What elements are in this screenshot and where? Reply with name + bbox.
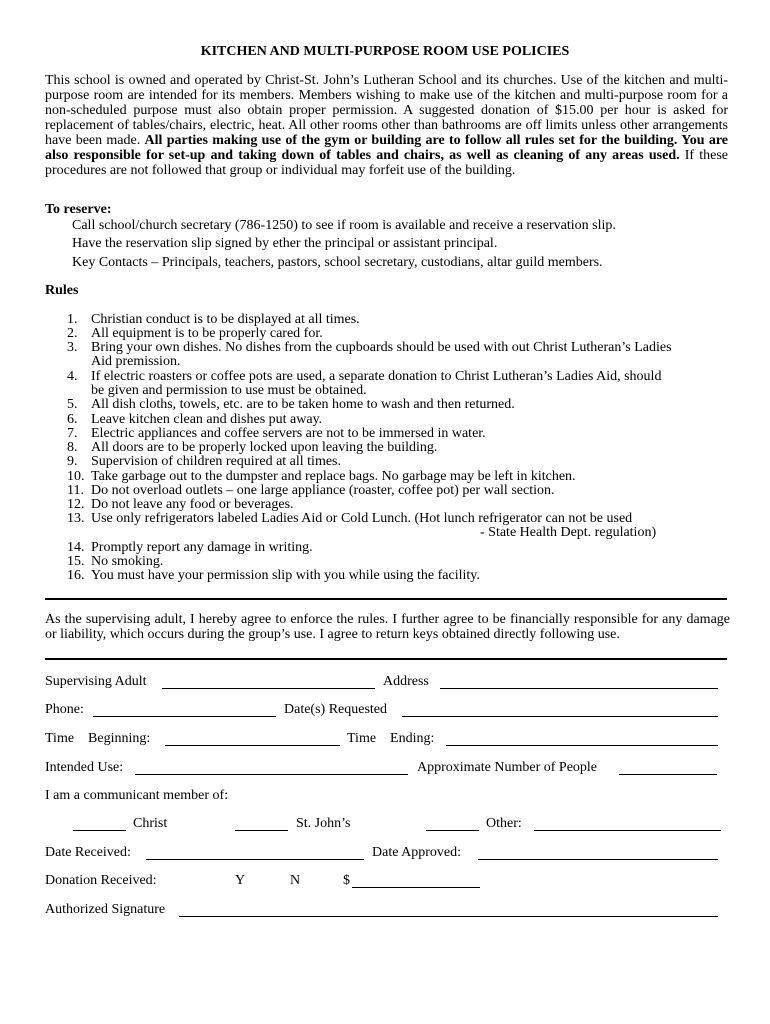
other-checkline[interactable] (426, 830, 479, 831)
rule-item (67, 512, 747, 526)
address-label: Address (383, 674, 429, 689)
rule-item (67, 498, 747, 512)
reserve-heading: To reserve: (45, 202, 112, 217)
rule-text: Leave kitchen clean and dishes put away. (91, 412, 323, 427)
divider (45, 598, 727, 600)
rule-item (67, 427, 747, 441)
dates-requested-field[interactable] (402, 716, 718, 717)
rule-number: 10. (67, 469, 85, 484)
date-approved-label: Date Approved: (372, 845, 462, 860)
rule-text: All doors are to be properly locked upon leaving the building. (91, 440, 438, 455)
dollar-sign: $ (343, 873, 350, 888)
rule-text: All dish cloths, towels, etc. are to be taken home to wash and then returned. (91, 397, 515, 412)
rule-text: Promptly report any damage in writing. (91, 540, 313, 555)
rule-number: 6. (67, 412, 78, 427)
rules-heading: Rules (45, 283, 79, 298)
divider (45, 658, 727, 660)
donation-yes[interactable]: Y (235, 873, 246, 888)
donation-received-label: Donation Received: (45, 873, 157, 888)
rule-item (67, 541, 747, 555)
rule-text: Bring your own dishes. No dishes from the cupboards should be used with out Christ Lutheran’s Ladies (91, 340, 672, 355)
date-approved-field[interactable] (478, 859, 718, 860)
rule-number: 3. (67, 340, 78, 355)
rule-number: 14. (67, 540, 85, 555)
reserve-line: Call school/church secretary (786-1250) to see if room is available and receive a reservation slip. (72, 218, 616, 233)
intro-paragraph (45, 73, 728, 178)
reserve-line: Key Contacts – Principals, teachers, pastors, school secretary, custodians, altar guild members. (72, 255, 603, 270)
address-field[interactable] (440, 688, 718, 689)
rule-text: Christian conduct is to be displayed at all times. (91, 312, 360, 327)
rule-text: If electric roasters or coffee pots are used, a separate donation to Christ Lutheran’s Ladies Aid, should (91, 369, 662, 384)
rule-item (67, 441, 747, 455)
phone-field[interactable] (93, 716, 276, 717)
rule-item (67, 413, 747, 427)
supervising-adult-field[interactable] (162, 688, 375, 689)
time-ending-field[interactable] (446, 745, 718, 746)
approx-people-label: Approximate Number of People (417, 760, 598, 775)
rule-number: 1. (67, 312, 78, 327)
rule-text: Take garbage out to the dumpster and replace bags. No garbage may be left in kitchen. (91, 469, 576, 484)
rule-number: 12. (67, 497, 85, 512)
date-received-field[interactable] (146, 859, 364, 860)
supervising-adult-label: Supervising Adult (45, 674, 147, 689)
authorized-signature-label: Authorized Signature (45, 902, 166, 917)
rule-continuation: be given and permission to use must be obtained. (91, 383, 367, 398)
rule-item (67, 398, 747, 412)
rule-text: No smoking. (91, 554, 164, 569)
rule-text: Do not overload outlets – one large appliance (roaster, coffee pot) per wall section. (91, 483, 555, 498)
christ-label: Christ (133, 816, 168, 831)
approx-people-field[interactable] (619, 774, 717, 775)
authorized-signature-field[interactable] (179, 916, 718, 917)
time-beginning-field[interactable] (165, 745, 340, 746)
rule-number: 5. (67, 397, 78, 412)
other-label: Other: (486, 816, 522, 831)
rule-number: 7. (67, 426, 78, 441)
rule-number: 9. (67, 454, 78, 469)
time-ending-label: Time Ending: (347, 731, 435, 746)
rule-item (67, 327, 747, 341)
rule-item (67, 370, 747, 384)
rule-item (67, 470, 747, 484)
rule-text: You must have your permission slip with you while using the facility. (91, 568, 480, 583)
rule-continuation: Aid premission. (91, 354, 181, 369)
intro-text-2: If these procedures are not followed that group or individual may forfeit use of the building. (45, 148, 728, 178)
intro-bold-text: All parties making use of the gym or building are to follow all rules set for the building. You are also responsible for set-up and taking down of tables and chairs, as well as cleaning of any areas used. (45, 133, 728, 163)
st-johns-label: St. John’s (296, 816, 351, 831)
rule-item (67, 455, 747, 469)
rule-number: 2. (67, 326, 78, 341)
rule-number: 13. (67, 511, 85, 526)
rule-text: Electric appliances and coffee servers are not to be immersed in water. (91, 426, 486, 441)
rule-text: All equipment is to be properly cared for. (91, 326, 323, 341)
rule-item (67, 569, 747, 583)
rule-item (67, 484, 747, 498)
intro-text-1: This school is owned and operated by Christ-St. John’s Lutheran School and its churches. Use of the kitchen and multi-purpose room are intended for its members. Members wishing to make use of the kitchen and multi-purpose room for a non-scheduled purpose must also obtain proper permission. A suggested donation of $15.00 per hour is asked for replacement of tables/chairs, electric, heat. All other rooms other than bathrooms are off limits unless other arrangements have been made. (45, 73, 728, 148)
rule-note: - State Health Dept. regulation) (480, 525, 657, 540)
page-title: KITCHEN AND MULTI-PURPOSE ROOM USE POLICIES (200, 44, 570, 59)
rule-number: 15. (67, 554, 85, 569)
rule-item (67, 313, 747, 327)
intended-use-field[interactable] (135, 774, 408, 775)
agreement-paragraph: As the supervising adult, I hereby agree to enforce the rules. I further agree to be financially responsible for any damage or liability, which occurs during the group’s use. I agree to return keys obtained directly following use. (45, 612, 730, 642)
rule-item (67, 555, 747, 569)
rule-text: Use only refrigerators labeled Ladies Aid or Cold Lunch. (Hot lunch refrigerator can not be used (91, 511, 633, 526)
other-field[interactable] (534, 830, 721, 831)
reserve-line: Have the reservation slip signed by ether the principal or assistant principal. (72, 236, 498, 251)
rule-item (67, 341, 747, 355)
date-received-label: Date Received: (45, 845, 131, 860)
rule-number: 8. (67, 440, 78, 455)
christ-checkline[interactable] (73, 830, 126, 831)
rule-number: 4. (67, 369, 78, 384)
rule-text: Supervision of children required at all times. (91, 454, 341, 469)
intended-use-label: Intended Use: (45, 760, 124, 775)
rule-number: 16. (67, 568, 85, 583)
phone-label: Phone: (45, 702, 84, 717)
dates-requested-label: Date(s) Requested (284, 702, 388, 717)
donation-no[interactable]: N (290, 873, 301, 888)
st-johns-checkline[interactable] (235, 830, 288, 831)
time-beginning-label: Time Beginning: (45, 731, 151, 746)
communicant-label: I am a communicant member of: (45, 788, 229, 803)
rule-number: 11. (67, 483, 84, 498)
rule-text: Do not leave any food or beverages. (91, 497, 294, 512)
donation-amount-field[interactable] (352, 887, 480, 888)
